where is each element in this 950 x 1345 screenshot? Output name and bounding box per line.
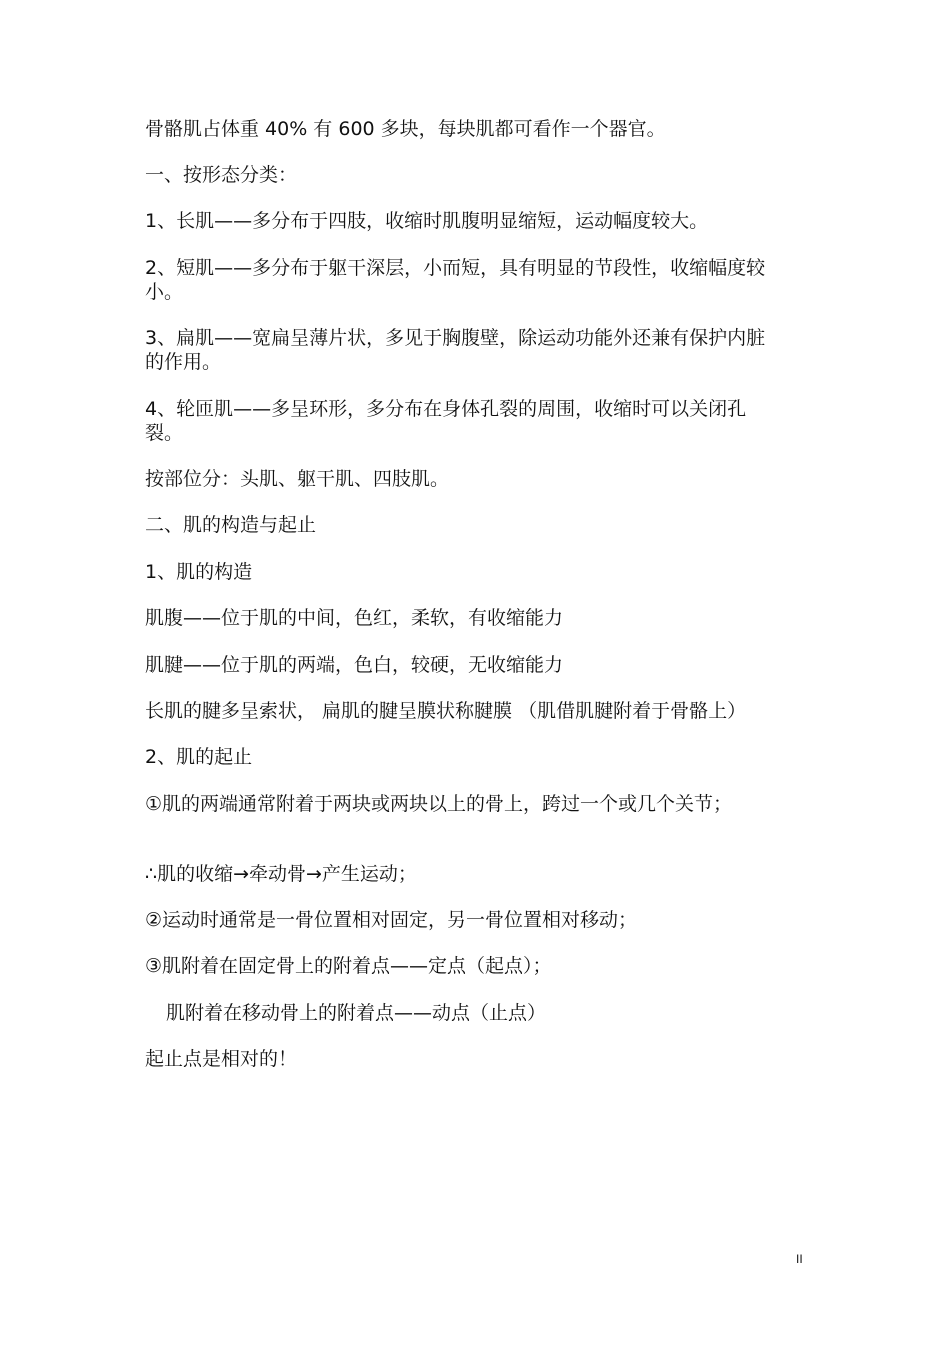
classification-by-location: 按部位分：头肌、躯干肌、四肢肌。 bbox=[145, 468, 450, 490]
subheading-structure: 1、肌的构造 bbox=[145, 561, 253, 583]
muscle-belly-text: 肌腹——位于肌的中间，色红，柔软，有收缩能力 bbox=[145, 607, 564, 629]
therefore-text: ∴肌的收缩→牵动骨→产生运动； bbox=[145, 863, 417, 885]
point-3-text: ③肌附着在固定骨上的附着点——定点（起点）； bbox=[145, 955, 552, 977]
page-number: II bbox=[796, 1252, 803, 1266]
subheading-origin-insertion: 2、肌的起止 bbox=[145, 746, 253, 768]
relative-note: 起止点是相对的！ bbox=[145, 1048, 298, 1070]
list-item-long-muscle: 1、长肌——多分布于四肢，收缩时肌腹明显缩短，运动幅度较大。 bbox=[145, 210, 709, 232]
list-item-short-muscle: 2、短肌——多分布于躯干深层，小而短，具有明显的节段性，收缩幅度较小。 bbox=[145, 257, 766, 303]
list-item-flat-muscle: 3、扁肌——宽扁呈薄片状，多见于胸腹壁，除运动功能外还兼有保护内脏的作用。 bbox=[145, 327, 766, 373]
point-1-text: ①肌的两端通常附着于两块或两块以上的骨上，跨过一个或几个关节； bbox=[145, 793, 733, 815]
section-heading-structure: 二、肌的构造与起止 bbox=[145, 514, 317, 536]
point-3-continuation: 肌附着在移动骨上的附着点——动点（止点） bbox=[166, 1002, 547, 1024]
list-item-orbicular-muscle: 4、轮匝肌——多呈环形，多分布在身体孔裂的周围，收缩时可以关闭孔裂。 bbox=[145, 398, 747, 444]
point-2-text: ②运动时通常是一骨位置相对固定，另一骨位置相对移动； bbox=[145, 909, 638, 931]
tendon-text: 肌腱——位于肌的两端，色白，较硬，无收缩能力 bbox=[145, 654, 564, 676]
tendon-shape-text: 长肌的腱多呈索状， 扁肌的腱呈膜状称腱膜 （肌借肌腱附着于骨骼上） bbox=[145, 700, 747, 722]
section-heading-shape: 一、按形态分类： bbox=[145, 164, 298, 186]
intro-text: 骨骼肌占体重 40% 有 600 多块，每块肌都可看作一个器官。 bbox=[145, 118, 666, 140]
